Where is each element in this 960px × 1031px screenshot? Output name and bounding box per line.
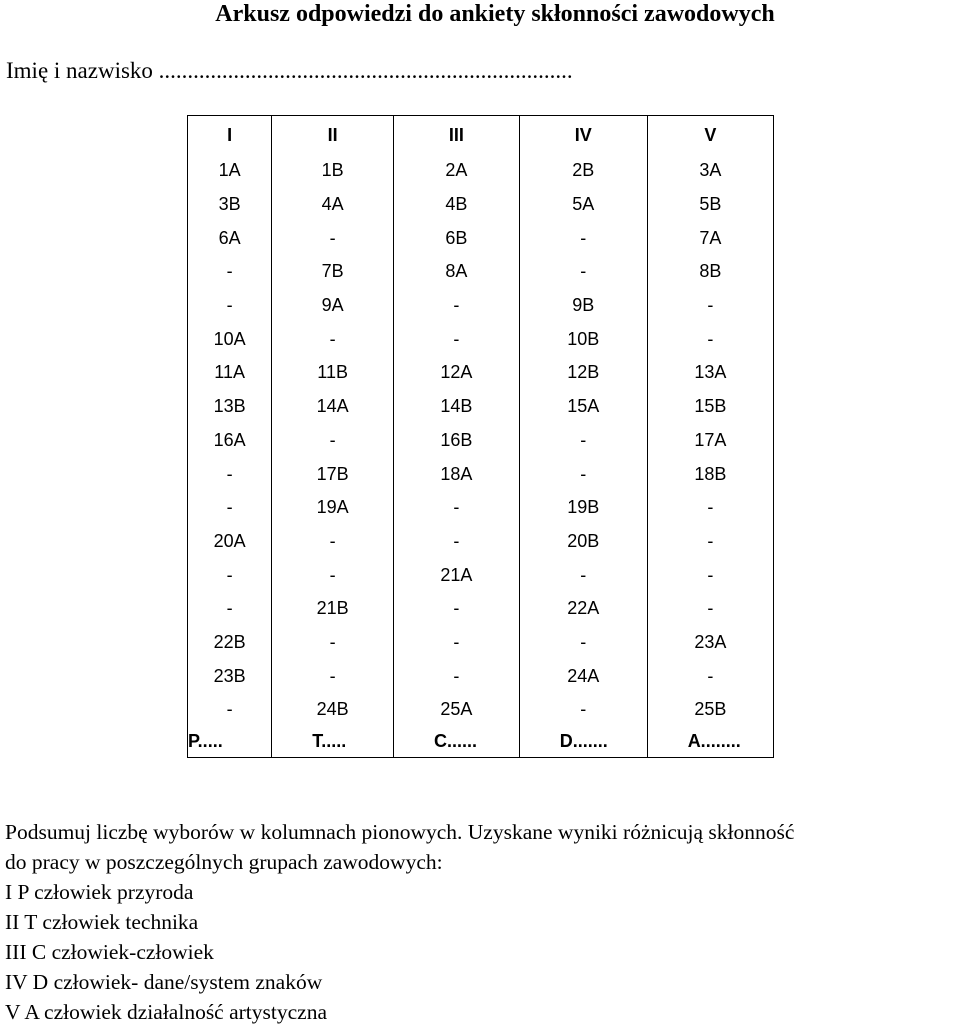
total-c: C...... [394,727,520,758]
table-cell: - [188,558,272,592]
table-cell: 4A [272,188,394,222]
table-cell: 25B [647,693,773,727]
table-row [188,356,774,390]
table-cell: - [394,322,520,356]
table-cell: 3B [188,188,272,222]
table-cell: 20B [519,525,647,559]
table-cell: 23B [188,659,272,693]
table-cell: 7A [647,221,773,255]
table-cell: 6B [394,221,520,255]
table-row [188,592,774,626]
table-cell: - [272,221,394,255]
table-cell: - [188,255,272,289]
table-cell: 15B [647,390,773,424]
table-cell: 16B [394,424,520,458]
total-p: P..... [188,727,272,758]
table-cell: - [394,491,520,525]
table-cell: - [394,525,520,559]
table-cell: - [394,626,520,660]
table-cell: - [272,626,394,660]
table-cell: 11A [188,356,272,390]
table-cell: 4B [394,188,520,222]
table-cell: 18A [394,457,520,491]
totals-row [188,727,774,758]
table-cell: 24A [519,659,647,693]
table-cell: 9A [272,289,394,323]
answer-table [187,115,774,758]
table-cell: - [188,289,272,323]
table-cell: - [647,322,773,356]
table-cell: 16A [188,424,272,458]
summary-line: Podsumuj liczbę wyborów w kolumnach pionowych. Uzyskane wyniki różnicują skłonność [5,820,795,844]
table-row [188,289,774,323]
total-d: D....... [519,727,647,758]
table-cell: 22A [519,592,647,626]
table-cell: - [647,289,773,323]
table-row [188,322,774,356]
table-cell: 13B [188,390,272,424]
table-cell: 10A [188,322,272,356]
table-cell: 10B [519,322,647,356]
column-header-iii: III [394,116,520,155]
table-cell: 20A [188,525,272,559]
table-cell: 8B [647,255,773,289]
table-row [188,558,774,592]
table-cell: - [394,592,520,626]
table-cell: 25A [394,693,520,727]
table-cell: 13A [647,356,773,390]
column-header-i: I [188,116,272,155]
table-cell: - [519,424,647,458]
table-cell: 1B [272,154,394,188]
table-row [188,221,774,255]
table-cell: 23A [647,626,773,660]
name-field-label: Imię i nazwisko ........................................................................ [6,58,573,83]
table-cell: - [272,424,394,458]
table-cell: 7B [272,255,394,289]
table-cell: - [272,659,394,693]
table-cell: - [188,693,272,727]
table-row [188,659,774,693]
column-header-v: V [647,116,773,155]
table-cell: 8A [394,255,520,289]
table-cell: 5A [519,188,647,222]
answer-rows [188,154,774,727]
table-cell: 21B [272,592,394,626]
summary-line: I P człowiek przyroda [5,880,194,904]
table-cell: 5B [647,188,773,222]
table-cell: 21A [394,558,520,592]
table-cell: 6A [188,221,272,255]
table-cell: - [647,558,773,592]
table-cell: 24B [272,693,394,727]
table-row [188,390,774,424]
table-cell: 12B [519,356,647,390]
table-cell: - [188,491,272,525]
table-cell: 19A [272,491,394,525]
table-cell: - [394,659,520,693]
table-cell: - [272,322,394,356]
table-cell: 12A [394,356,520,390]
table-cell: - [647,491,773,525]
table-cell: 2A [394,154,520,188]
table-cell: - [519,255,647,289]
table-cell: - [188,457,272,491]
table-cell: 11B [272,356,394,390]
table-cell: - [519,693,647,727]
table-cell: - [647,592,773,626]
total-a: A........ [647,727,773,758]
table-cell: 1A [188,154,272,188]
table-cell: 3A [647,154,773,188]
table-cell: - [519,558,647,592]
table-cell: - [519,626,647,660]
table-cell: - [647,525,773,559]
table-cell: - [647,659,773,693]
table-cell: - [188,592,272,626]
table-cell: - [272,558,394,592]
table-row [188,626,774,660]
summary-line: II T człowiek technika [5,910,199,934]
table-cell: 9B [519,289,647,323]
table-cell: - [519,221,647,255]
table-cell: 2B [519,154,647,188]
summary-line: V A człowiek działalność artystyczna [5,1000,327,1024]
table-header-row [188,116,774,155]
table-row [188,424,774,458]
table-cell: - [394,289,520,323]
table-row [188,255,774,289]
table-cell: 18B [647,457,773,491]
summary-text [5,817,960,1027]
table-cell: - [272,525,394,559]
table-cell: 17A [647,424,773,458]
table-row [188,525,774,559]
table-cell: 14B [394,390,520,424]
summary-line: IV D człowiek- dane/system znaków [5,970,323,994]
table-row [188,154,774,188]
table-cell: 22B [188,626,272,660]
column-header-iv: IV [519,116,647,155]
total-t: T..... [272,727,394,758]
table-cell: 19B [519,491,647,525]
table-cell: 15A [519,390,647,424]
table-row [188,491,774,525]
table-row [188,188,774,222]
summary-line: III C człowiek-człowiek [5,940,214,964]
table-cell: 17B [272,457,394,491]
summary-line: do pracy w poszczególnych grupach zawodowych: [5,850,443,874]
table-cell: - [519,457,647,491]
column-header-ii: II [272,116,394,155]
document-title: Arkusz odpowiedzi do ankiety skłonności zawodowych [215,1,775,27]
table-row [188,693,774,727]
table-cell: 14A [272,390,394,424]
table-row [188,457,774,491]
